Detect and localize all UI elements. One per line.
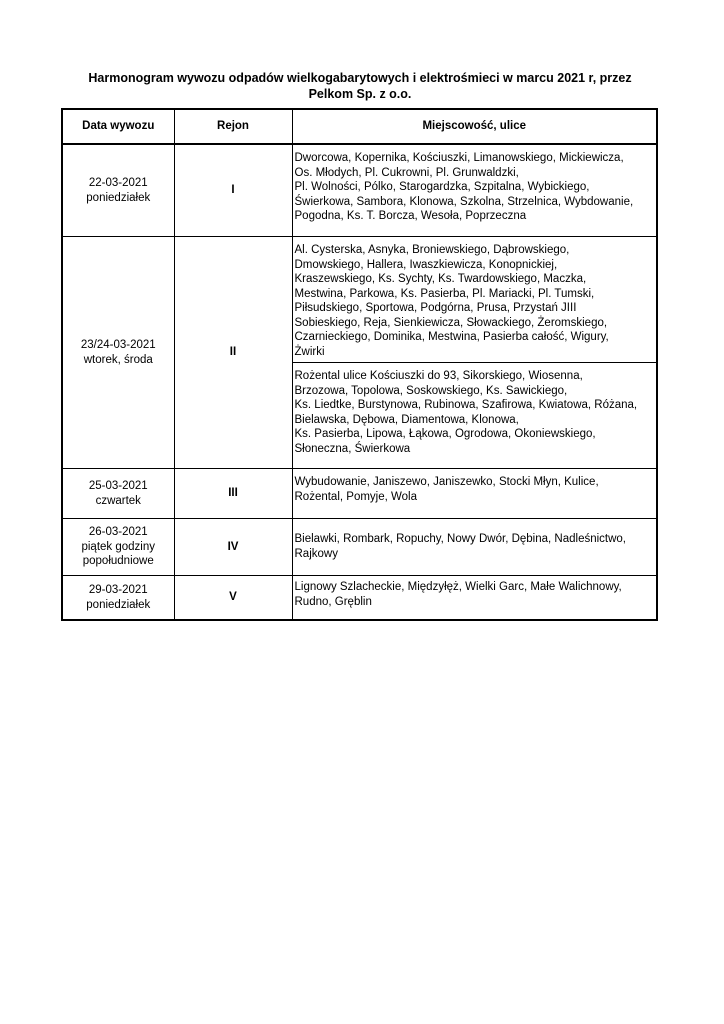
date-cell: [62, 469, 174, 519]
header-locations: Miejscowość, ulice: [292, 109, 657, 144]
table-header-row: [62, 109, 657, 144]
region-cell: III: [174, 469, 292, 519]
document-title: [60, 70, 660, 102]
locations-line: Sobieskiego, Reja, Sienkiewicza, Słowackiego, Żeromskiego,: [294, 316, 608, 329]
table-row: [62, 576, 657, 621]
date-cell: [62, 237, 174, 469]
day-value: czwartek: [95, 494, 141, 507]
title-line-2: Pelkom Sp. z o.o.: [308, 87, 412, 101]
locations-line: Czarnieckiego, Dominika, Mestwina, Pasierba całość, Wigury,: [294, 331, 609, 343]
date-cell: [62, 519, 174, 576]
region-cell: IV: [174, 519, 292, 576]
locations-line: Słoneczna, Świerkowa: [294, 442, 411, 455]
region-cell: II: [174, 237, 292, 469]
date-cell: [62, 144, 174, 237]
locations-line: Pogodna, Ks. T. Borcza, Wesoła, Poprzeczna: [294, 210, 527, 222]
locations-line: Mestwina, Parkowa, Ks. Pasierba, Pl. Mariacki, Pl. Tumski,: [294, 287, 595, 300]
date-value: 25-03-2021: [88, 480, 148, 492]
locations-line: Świerkowa, Sambora, Klonowa, Szkolna, Strzelnica, Wybdowanie,: [294, 195, 634, 208]
table-row: [62, 469, 657, 519]
time-note: popołudniowe: [82, 555, 154, 568]
locations-line: Lignowy Szlacheckie, Międzyłęż, Wielki Garc, Małe Walichnowy,: [294, 581, 622, 593]
date-value: 22-03-2021: [88, 177, 148, 189]
locations-cell: [292, 469, 657, 519]
table-row: [62, 519, 657, 576]
locations-line: Dmowskiego, Hallera, Iwaszkiewicza, Konopnickiej,: [294, 258, 558, 271]
locations-line: Wybudowanie, Janiszewo, Janiszewko, Stocki Młyn, Kulice,: [294, 476, 599, 488]
locations-line: Kraszewskiego, Ks. Sychty, Ks. Twardowskiego, Maczka,: [294, 273, 587, 285]
table-row: [62, 144, 657, 237]
locations-line: Dworcowa, Kopernika, Kościuszki, Limanowskiego, Mickiewicza,: [294, 152, 624, 164]
date-value: 26-03-2021: [88, 526, 148, 539]
locations-line: Piłsudskiego, Sportowa, Podgórna, Prusa, Przystań JIII: [294, 302, 577, 314]
table-row: [62, 237, 657, 363]
locations-line: Pl. Wolności, Pólko, Starogardzka, Szpitalna, Wybickiego,: [294, 181, 590, 193]
locations-cell: [292, 237, 657, 363]
region-cell: V: [174, 576, 292, 621]
date-cell: [62, 576, 174, 621]
locations-line: Bielawska, Dębowa, Diamentowa, Klonowa,: [294, 413, 519, 426]
locations-line: Żwirki: [294, 345, 325, 358]
locations-line: Bielawki, Rombark, Ropuchy, Nowy Dwór, Dębina, Nadleśnictwo,: [294, 533, 627, 545]
locations-line: Rożental, Pomyje, Wola: [294, 490, 418, 503]
locations-cell: [292, 363, 657, 469]
locations-line: Os. Młodych, Pl. Cukrowni, Pl. Grunwaldzki,: [294, 166, 519, 179]
day-value: piątek godziny: [81, 540, 156, 553]
day-value: poniedziałek: [86, 191, 151, 204]
locations-line: Ks. Pasierba, Lipowa, Łąkowa, Ogrodowa, Okoniewskiego,: [294, 428, 596, 440]
day-value: poniedziałek: [86, 598, 151, 611]
region-cell: I: [174, 144, 292, 237]
locations-cell: [292, 576, 657, 621]
locations-line: Ks. Liedtke, Burstynowa, Rubinowa, Szafirowa, Kwiatowa, Różana,: [294, 399, 638, 411]
day-value: wtorek, środa: [83, 353, 153, 366]
locations-line: Al. Cysterska, Asnyka, Broniewskiego, Dąbrowskiego,: [294, 244, 570, 256]
locations-line: Brzozowa, Topolowa, Soskowskiego, Ks. Sawickiego,: [294, 384, 568, 397]
locations-line: Rajkowy: [294, 547, 338, 560]
locations-line: Rożental ulice Kościuszki do 93, Sikorskiego, Wiosenna,: [294, 370, 583, 382]
locations-cell: [292, 519, 657, 576]
locations-line: Rudno, Gręblin: [294, 595, 372, 608]
date-value: 29-03-2021: [88, 584, 148, 596]
title-line-1: Harmonogram wywozu odpadów wielkogabarytowych i elektrośmieci w marcu 2021 r, przez: [88, 71, 632, 85]
locations-cell: [292, 144, 657, 237]
header-region: Rejon: [174, 109, 292, 144]
schedule-table: [61, 108, 658, 621]
date-value: 23/24-03-2021: [80, 339, 156, 351]
header-date: Data wywozu: [62, 109, 174, 144]
